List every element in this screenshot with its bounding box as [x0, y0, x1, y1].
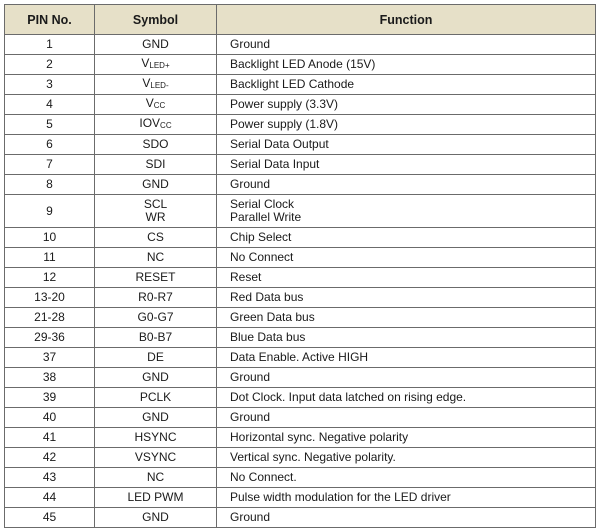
symbol-text: NC — [146, 250, 165, 264]
symbol-text: VSYNC — [134, 450, 177, 464]
symbol-cell — [95, 95, 217, 115]
symbol-cell — [95, 368, 217, 388]
pin-table-container — [4, 4, 596, 528]
function-cell — [217, 248, 596, 268]
symbol-text: G0-G7 — [137, 310, 174, 324]
pin-number-cell: 13-20 — [5, 288, 95, 308]
function-cell — [217, 348, 596, 368]
function-text: Blue Data bus — [230, 330, 306, 344]
table-row — [5, 488, 596, 508]
function-text: Ground — [230, 37, 271, 51]
symbol-text: DE — [147, 350, 164, 364]
function-cell — [217, 115, 596, 135]
function-text: Pulse width modulation for the LED driver — [230, 490, 451, 504]
table-row — [5, 55, 596, 75]
function-cell — [217, 95, 596, 115]
pin-number-cell: 40 — [5, 408, 95, 428]
function-cell — [217, 448, 596, 468]
function-text: Horizontal sync. Negative polarity — [230, 430, 409, 444]
table-row — [5, 388, 596, 408]
table-body — [5, 35, 596, 528]
pin-number-cell: 11 — [5, 248, 95, 268]
symbol-cell — [95, 155, 217, 175]
function-text: No Connect — [230, 250, 294, 264]
function-cell — [217, 268, 596, 288]
table-row — [5, 468, 596, 488]
symbol-cell — [95, 55, 217, 75]
pin-table — [4, 4, 596, 528]
table-row — [5, 448, 596, 468]
symbol-text: R0-R7 — [138, 290, 173, 304]
symbol-text: GND — [142, 510, 169, 524]
symbol-cell — [95, 135, 217, 155]
symbol-cell — [95, 488, 217, 508]
table-row — [5, 155, 596, 175]
function-cell — [217, 195, 596, 228]
function-text: Backlight LED Cathode — [230, 77, 355, 91]
symbol-text: SDI — [145, 157, 166, 171]
symbol-subscript: LED- — [150, 81, 169, 90]
symbol-text: HSYNC — [134, 430, 177, 444]
pin-number-cell: 3 — [5, 75, 95, 95]
function-text: Chip Select — [230, 230, 292, 244]
symbol-text: GND — [142, 410, 169, 424]
table-row — [5, 508, 596, 528]
table-row — [5, 135, 596, 155]
pin-number-cell: 44 — [5, 488, 95, 508]
function-cell — [217, 55, 596, 75]
function-cell — [217, 488, 596, 508]
function-text: Ground — [230, 510, 271, 524]
table-row — [5, 268, 596, 288]
function-cell — [217, 428, 596, 448]
table-row — [5, 408, 596, 428]
symbol-text: PCLK — [139, 390, 172, 404]
pin-number-cell: 21-28 — [5, 308, 95, 328]
pin-number-cell: 41 — [5, 428, 95, 448]
function-text: Power supply (1.8V) — [230, 117, 339, 131]
symbol-cell — [95, 288, 217, 308]
symbol-cell — [95, 268, 217, 288]
pin-number-cell: 37 — [5, 348, 95, 368]
function-cell — [217, 175, 596, 195]
symbol-subscript: CC — [153, 101, 166, 110]
pin-number-cell: 4 — [5, 95, 95, 115]
symbol-text: CS — [147, 230, 164, 244]
function-text: Ground — [230, 370, 271, 384]
function-text: Power supply (3.3V) — [230, 97, 339, 111]
function-cell — [217, 408, 596, 428]
function-cell — [217, 508, 596, 528]
function-text: Serial Data Output — [230, 137, 329, 151]
pin-number-cell: 29-36 — [5, 328, 95, 348]
pin-number-cell: 1 — [5, 35, 95, 55]
symbol-cell — [95, 348, 217, 368]
header-symbol: Symbol — [95, 5, 217, 35]
function-text: Serial Clock — [230, 197, 295, 211]
pin-number-cell: 6 — [5, 135, 95, 155]
symbol-cell — [95, 115, 217, 135]
symbol-text: GND — [142, 177, 169, 191]
header-function: Function — [217, 5, 596, 35]
header-pin-no: PIN No. — [5, 5, 95, 35]
table-row — [5, 75, 596, 95]
function-text: Backlight LED Anode (15V) — [230, 57, 376, 71]
pin-number-cell: 12 — [5, 268, 95, 288]
symbol-cell — [95, 428, 217, 448]
table-row — [5, 228, 596, 248]
table-row — [5, 348, 596, 368]
function-text: Ground — [230, 177, 271, 191]
function-text: No Connect. — [230, 470, 297, 484]
function-text: Parallel Write — [230, 210, 302, 224]
table-row — [5, 308, 596, 328]
symbol-text: GND — [142, 37, 169, 51]
function-cell — [217, 368, 596, 388]
function-text: Data Enable. Active HIGH — [230, 350, 369, 364]
function-cell — [217, 155, 596, 175]
table-row — [5, 35, 596, 55]
function-text: Green Data bus — [230, 310, 315, 324]
pin-number-cell: 45 — [5, 508, 95, 528]
symbol-cell — [95, 408, 217, 428]
pin-number-cell: 42 — [5, 448, 95, 468]
symbol-cell — [95, 248, 217, 268]
table-row — [5, 95, 596, 115]
table-row — [5, 328, 596, 348]
table-row — [5, 175, 596, 195]
table-row — [5, 288, 596, 308]
function-text: Serial Data Input — [230, 157, 320, 171]
table-row — [5, 115, 596, 135]
pin-number-cell: 43 — [5, 468, 95, 488]
symbol-line: SCL — [143, 197, 168, 211]
table-row — [5, 428, 596, 448]
symbol-cell — [95, 35, 217, 55]
pin-number-cell: 9 — [5, 195, 95, 228]
function-cell — [217, 228, 596, 248]
function-cell — [217, 308, 596, 328]
symbol-cell — [95, 388, 217, 408]
table-header-row — [5, 5, 596, 35]
symbol-cell — [95, 328, 217, 348]
symbol-subscript: LED+ — [149, 61, 170, 70]
symbol-cell — [95, 195, 217, 228]
function-cell — [217, 75, 596, 95]
table-row — [5, 368, 596, 388]
function-cell — [217, 135, 596, 155]
function-text: Ground — [230, 410, 271, 424]
pin-number-cell: 10 — [5, 228, 95, 248]
symbol-cell — [95, 468, 217, 488]
symbol-text: IOV — [139, 116, 161, 130]
pin-number-cell: 38 — [5, 368, 95, 388]
function-cell — [217, 328, 596, 348]
function-cell — [217, 388, 596, 408]
pin-number-cell: 7 — [5, 155, 95, 175]
function-text: Red Data bus — [230, 290, 304, 304]
symbol-text: LED PWM — [127, 490, 184, 504]
function-text: Dot Clock. Input data latched on rising edge. — [230, 390, 467, 404]
symbol-text: GND — [142, 370, 169, 384]
symbol-text: RESET — [135, 270, 176, 284]
symbol-cell — [95, 308, 217, 328]
pin-number-cell: 2 — [5, 55, 95, 75]
pin-number-cell: 8 — [5, 175, 95, 195]
table-row — [5, 248, 596, 268]
symbol-text: V — [142, 76, 151, 90]
symbol-subscript: CC — [160, 121, 172, 130]
function-cell — [217, 288, 596, 308]
symbol-cell — [95, 508, 217, 528]
function-text: Reset — [230, 270, 262, 284]
symbol-text: V — [145, 96, 154, 110]
symbol-text: NC — [146, 470, 165, 484]
pin-number-cell: 39 — [5, 388, 95, 408]
function-cell — [217, 468, 596, 488]
function-cell — [217, 35, 596, 55]
symbol-text: V — [141, 56, 150, 70]
pin-number-cell: 5 — [5, 115, 95, 135]
symbol-cell — [95, 175, 217, 195]
symbol-text: SDO — [142, 137, 169, 151]
symbol-cell — [95, 448, 217, 468]
symbol-cell — [95, 228, 217, 248]
symbol-line: WR — [145, 210, 166, 224]
symbol-cell — [95, 75, 217, 95]
table-row — [5, 195, 596, 228]
function-text: Vertical sync. Negative polarity. — [230, 450, 396, 464]
symbol-text: B0-B7 — [138, 330, 173, 344]
